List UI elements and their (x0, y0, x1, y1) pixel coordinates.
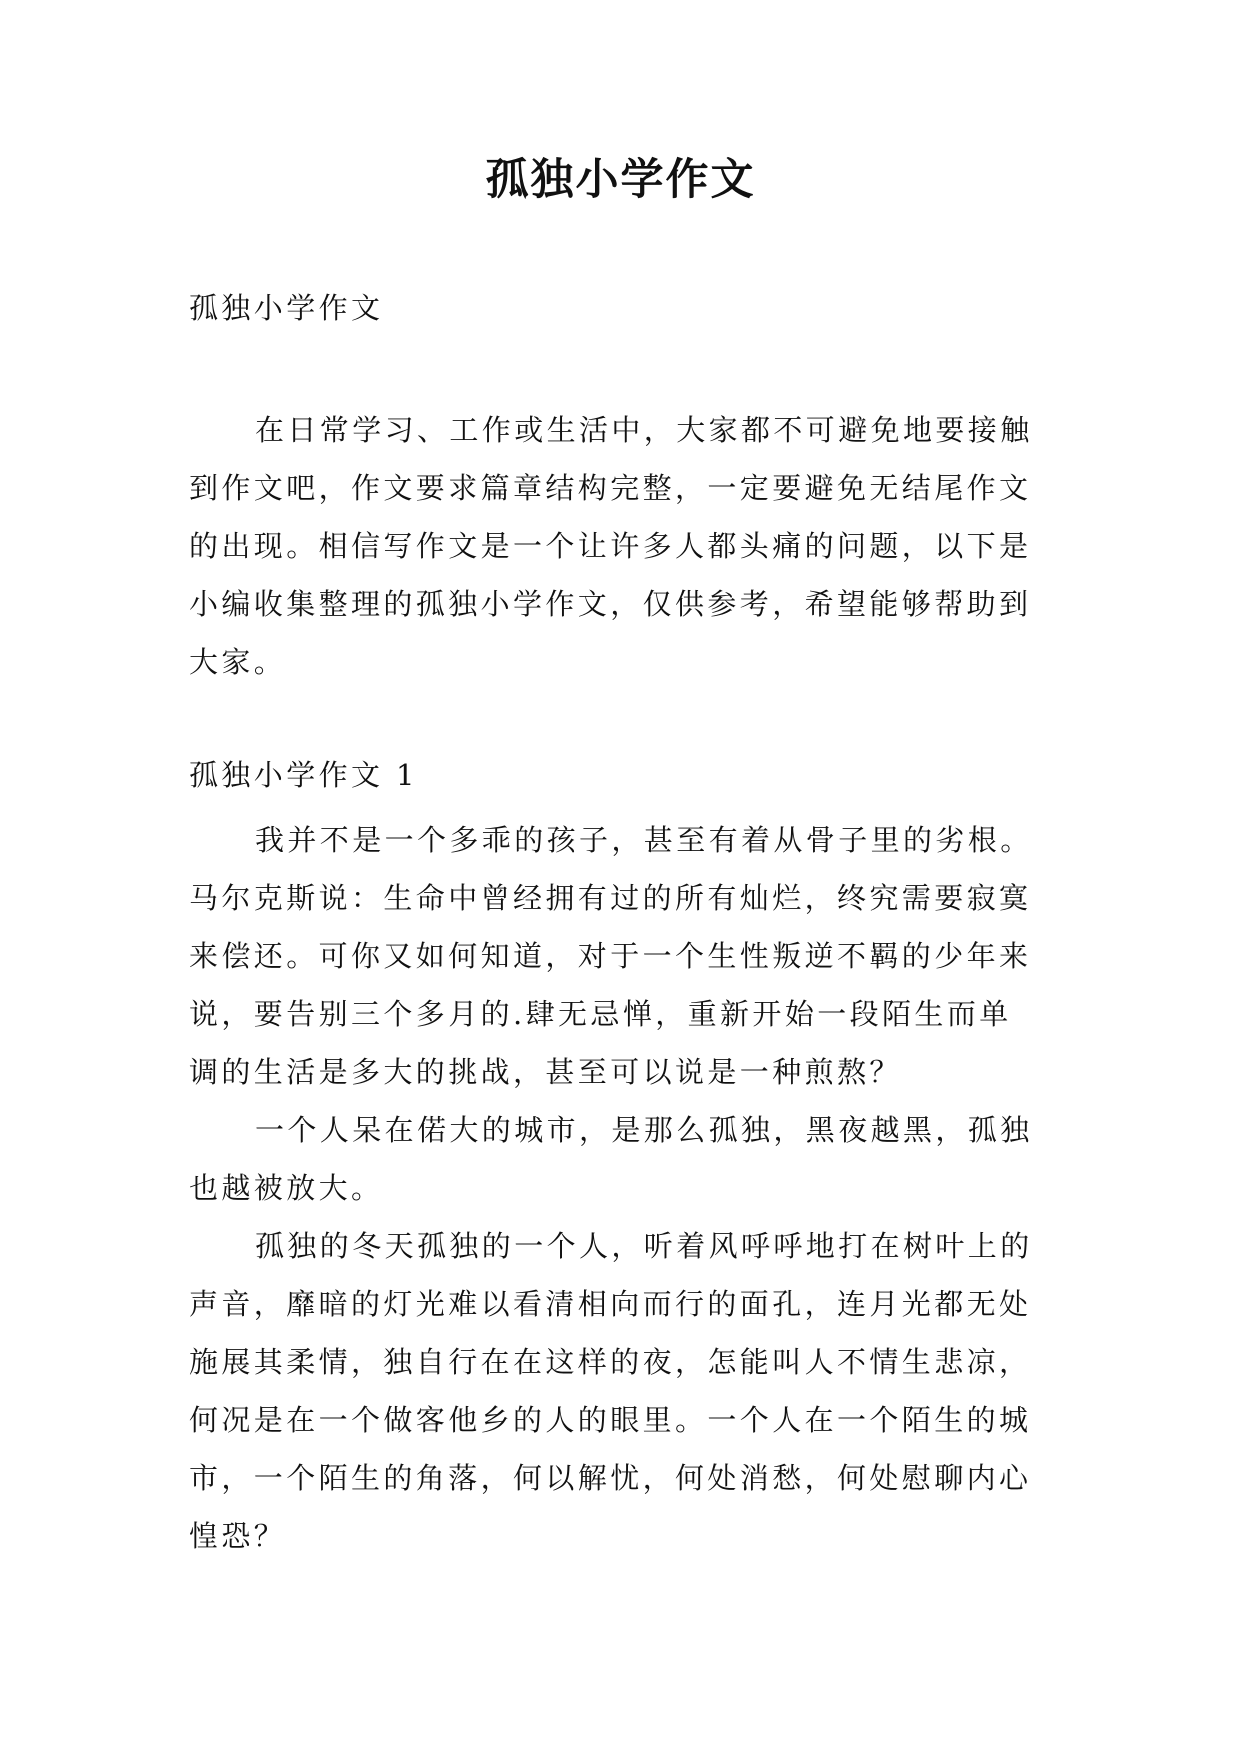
paragraph-line: 惶恐？ (189, 1519, 287, 1553)
paragraph-line: 何况是在一个做客他乡的人的眼里。一个人在一个陌生的城 (189, 1403, 1032, 1437)
paragraph-line: 孤独的冬天孤独的一个人，听着风呼呼地打在树叶上的 (255, 1229, 1033, 1263)
paragraph-line: 我并不是一个多乖的孩子，甚至有着从骨子里的劣根。 (255, 823, 1033, 857)
paragraph-line: 马尔克斯说：生命中曾经拥有过的所有灿烂，终究需要寂寞 (189, 881, 1032, 915)
intro-line: 大家。 (189, 645, 287, 679)
paragraph-line: 施展其柔情，独自行在在这样的夜，怎能叫人不情生悲凉， (189, 1345, 1032, 1379)
intro-line: 在日常学习、工作或生活中，大家都不可避免地要接触 (255, 413, 1033, 447)
paragraph-line: 调的生活是多大的挑战，甚至可以说是一种煎熬？ (189, 1055, 902, 1089)
paragraph-line: 声音，靡暗的灯光难以看清相向而行的面孔，连月光都无处 (189, 1287, 1032, 1321)
section-heading: 孤独小学作文 1 (189, 758, 418, 792)
document-subtitle: 孤独小学作文 (189, 291, 384, 325)
document-title: 孤独小学作文 (485, 155, 756, 205)
intro-line: 的出现。相信写作文是一个让许多人都头痛的问题，以下是 (189, 529, 1032, 563)
intro-line: 到作文吧，作文要求篇章结构完整，一定要避免无结尾作文 (189, 471, 1032, 505)
paragraph-line: 说，要告别三个多月的.肆无忌惮，重新开始一段陌生而单 (189, 997, 1012, 1031)
paragraph-line: 市，一个陌生的角落，何以解忧，何处消愁，何处慰聊内心 (189, 1461, 1032, 1495)
paragraph-line: 一个人呆在偌大的城市，是那么孤独，黑夜越黑，孤独 (255, 1113, 1033, 1147)
paragraph-line: 来偿还。可你又如何知道，对于一个生性叛逆不羁的少年来 (189, 939, 1032, 973)
intro-line: 小编收集整理的孤独小学作文，仅供参考，希望能够帮助到 (189, 587, 1032, 621)
paragraph-line: 也越被放大。 (189, 1171, 384, 1205)
